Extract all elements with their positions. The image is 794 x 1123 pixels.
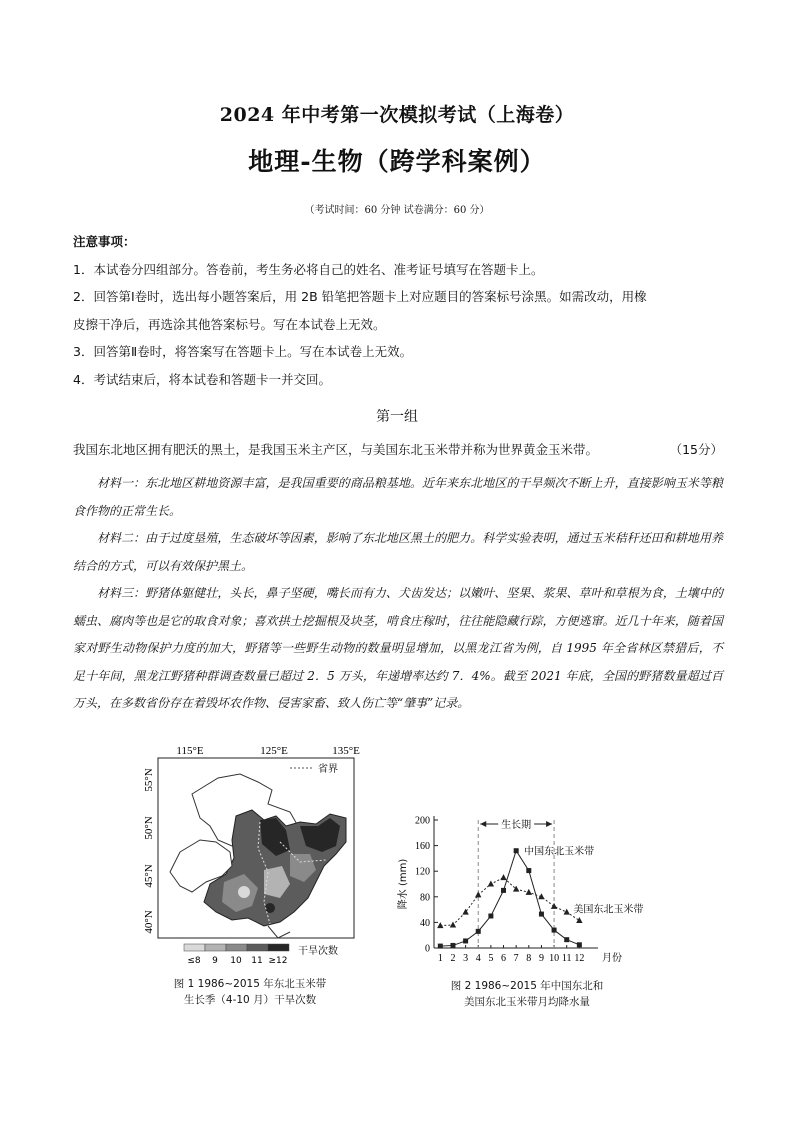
lon-label-135: 135°E: [332, 745, 360, 757]
data-point-square: [526, 868, 531, 873]
drought-legend: [140, 942, 360, 972]
legend-swatch-le8: [184, 944, 205, 951]
lat-label-40: 40°N: [143, 910, 155, 934]
lat-label-45: 45°N: [143, 864, 155, 888]
y-tick-label: 40: [420, 917, 430, 929]
data-point-triangle: [437, 922, 443, 928]
x-tick-label: 4: [475, 953, 481, 964]
exam-subtitle: 地理-生物（跨学科案例）: [248, 147, 546, 176]
data-point-square: [488, 914, 493, 919]
series-line-2: [440, 878, 579, 926]
boundary-legend-label: 省界: [318, 764, 338, 775]
material-2: 材料二：由于过度垦殖，生态破坏等因素，影响了东北地区黑土的肥力。科学实验表明，通过玉米秸秆还田和耕地用养结合的方式，可以有效保护黑土。: [73, 531, 723, 573]
y-tick-label: 120: [415, 866, 430, 878]
map-patch-light-2: [238, 886, 250, 898]
series-label-2: 美国东北玉米带: [573, 904, 644, 916]
chart-axes: [396, 816, 622, 965]
notes-item-2-cont: 皮擦干净后，再选涂其他答案标号。写在本试卷上无效。: [73, 316, 386, 332]
data-point-square: [450, 943, 455, 948]
series-line-1: [440, 851, 579, 946]
group-title: 第一组: [376, 409, 418, 425]
y-tick-label: 80: [420, 892, 430, 904]
figure-2-caption-line2: 美国东北玉米带月均降水量: [464, 996, 590, 1008]
season-arrowhead-right: [546, 821, 552, 827]
figure-1-caption-line1: 图 1 1986~2015 年东北玉米带: [173, 978, 327, 990]
data-point-triangle: [526, 889, 532, 895]
data-point-triangle: [551, 903, 557, 909]
exam-title: 2024 年中考第一次模拟考试（上海卷）: [219, 104, 575, 126]
legend-label-9: 9: [212, 956, 218, 966]
data-point-triangle: [500, 874, 506, 880]
legend-label-ge12: ≥12: [268, 956, 288, 966]
precipitation-chart: [392, 810, 722, 970]
figure-1-caption-line2: 生长季（4-10 月）干旱次数: [183, 994, 317, 1006]
y-axis-label: 降水 (mm): [398, 858, 409, 910]
legend-swatch-11: [247, 944, 268, 951]
x-tick-label: 9: [538, 953, 544, 964]
material-3: 材料三：野猪体躯健壮，头长，鼻子坚硬，嘴长而有力、犬齿发达；以嫩叶、坚果、浆果、草叶和草根为食，土壤中的蠕虫、腐肉等也是它的取食对象；喜欢拱土挖掘根及块茎，啃食庄稼时，往往能隐藏行踪，方便逃窜。近几十年来，随着国家对野生动物保护力度的加大，野猪等一些野生动物的数量明显增加，以黑龙江省为例，自 1995 年全省林区禁猎后，不足十年间，黑龙江野猪种群调查数量已超过 2．5 万头，年递增率达约 7．4%。截至 2021 年底，全国的野猪数量超过百万头，在多数省份存在着毁坏农作物、侵害家畜、致人伤亡等“肇事”记录。: [73, 586, 723, 710]
data-point-square: [564, 937, 569, 942]
x-tick-label: 8: [526, 953, 532, 964]
exam-info: （考试时间：60 分钟 试卷满分：60 分）: [304, 205, 490, 216]
data-point-square: [577, 942, 582, 947]
lon-label-115: 115°E: [176, 745, 204, 757]
data-point-square: [438, 944, 443, 949]
figure-2-caption: [392, 978, 662, 1010]
data-point-square: [552, 928, 557, 933]
data-point-triangle: [488, 881, 494, 887]
map-coast: [268, 926, 290, 938]
y-tick-label: 0: [425, 943, 430, 955]
notes-item-4: 4．考试结束后，将本试卷和答题卡一并交回。: [73, 371, 331, 387]
group-score: （15分）: [669, 442, 723, 457]
growing-season-label: 生长期: [501, 820, 532, 831]
x-tick-label: 5: [488, 953, 494, 964]
legend-swatch-9: [205, 944, 226, 951]
notes-item-3: 3．回答第Ⅱ卷时，将答案写在答题卡上。写在本试卷上无效。: [73, 344, 413, 359]
data-point-square: [476, 929, 481, 934]
season-arrowhead-left: [480, 821, 486, 827]
x-tick-label: 1: [437, 953, 443, 964]
figure-2-caption-line1: 图 2 1986~2015 年中国东北和: [450, 980, 604, 992]
legend-label-10: 10: [230, 956, 242, 966]
legend-label-le8: ≤8: [187, 956, 201, 966]
lon-label-125: 125°E: [260, 745, 288, 757]
x-tick-label: 12: [574, 953, 585, 964]
legend-label-11: 11: [251, 956, 263, 966]
data-point-square: [514, 848, 519, 853]
group-intro: [73, 440, 723, 460]
legend-swatch-ge12: [268, 944, 289, 951]
notes-section: [73, 228, 723, 393]
notes-heading: 注意事项：: [73, 234, 136, 249]
material-1: 材料一：东北地区耕地资源丰富，是我国重要的商品粮基地。近年来东北地区的干旱频次不断上升，直接影响玉米等粮食作物的正常生长。: [73, 476, 723, 518]
group-intro-text: 我国东北地区拥有肥沃的黑土，是我国玉米主产区，与美国东北玉米带并称为世界黄金玉米带。: [73, 442, 599, 457]
notes-item-1: 1．本试卷分四组部分。答卷前，考生务必将自己的姓名、准考证号填写在答题卡上。: [73, 261, 544, 277]
x-axis-label: 月份: [602, 953, 622, 964]
series-lines: [440, 851, 579, 946]
data-point-triangle: [576, 917, 582, 923]
lat-label-50: 50°N: [143, 816, 155, 840]
series-label-1: 中国东北玉米带: [524, 846, 595, 858]
series-labels: [524, 845, 643, 916]
x-tick-label: 3: [463, 953, 469, 964]
y-tick-label: 160: [415, 841, 430, 853]
materials-section: [73, 470, 723, 718]
x-tick-label: 2: [450, 953, 456, 964]
data-point-triangle: [475, 891, 481, 897]
legend-title: 干旱次数: [298, 946, 338, 957]
y-tick-label: 200: [415, 815, 430, 827]
x-tick-label: 11: [561, 953, 572, 964]
data-point-square: [463, 938, 468, 943]
drought-map: [140, 742, 360, 964]
data-point-square: [501, 888, 506, 893]
notes-item-2: 2．回答第Ⅰ卷时，选出每小题答案后，用 2B 铅笔把答题卡上对应题目的答案标号涂黑。如需改动，用橡: [73, 289, 647, 304]
figure-2: [392, 810, 722, 1010]
data-point-square: [539, 912, 544, 917]
x-tick-label: 7: [513, 953, 519, 964]
x-tick-label: 10: [549, 953, 560, 964]
legend-swatch-10: [226, 944, 247, 951]
lat-label-55: 55°N: [143, 768, 155, 792]
data-point-triangle: [462, 909, 468, 915]
figure-1: [140, 742, 360, 1012]
series-points: [437, 848, 582, 948]
figure-1-caption: [140, 976, 360, 1008]
x-tick-label: 6: [501, 953, 507, 964]
